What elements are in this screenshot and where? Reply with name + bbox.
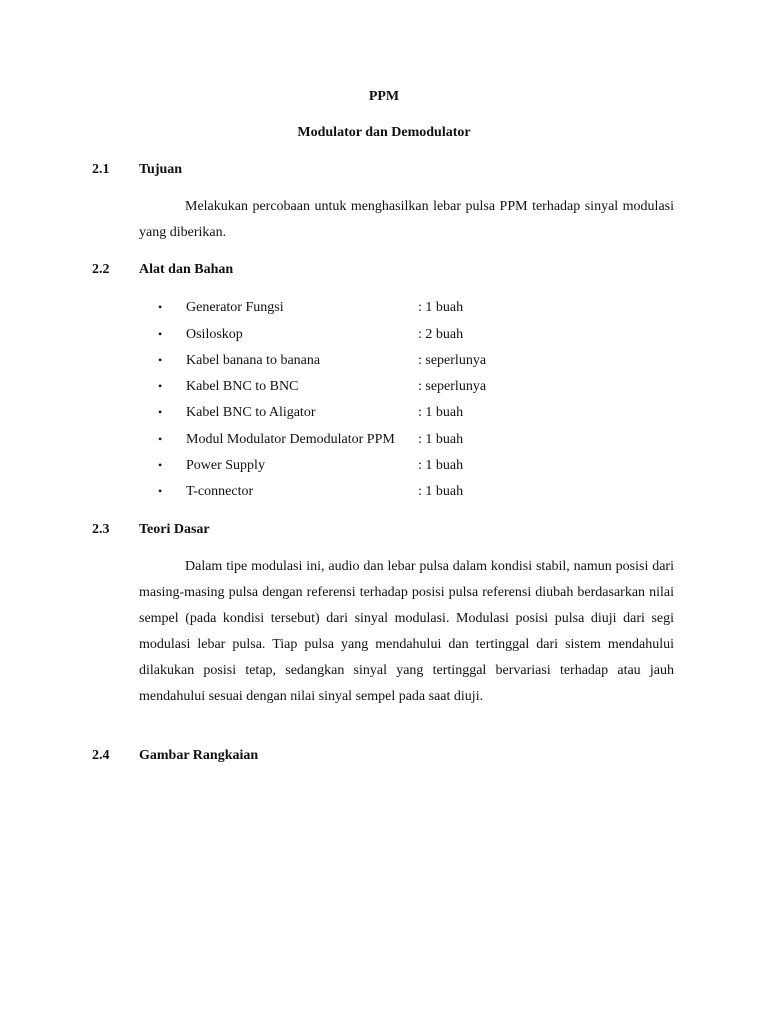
teori-text: Dalam tipe modulasi ini, audio dan lebar pulsa dalam kondisi stabil, namun posisi dari masing-masing pulsa dengan referensi terhadap posisi pulsa referensi diubah berdasarkan nilai sempel (pada kondisi tersebut) dari sinyal modulasi. Modulasi posisi pulsa diuji dari segi modulasi lebar pulsa. Tiap pulsa yang mendahului dan tertinggal dari sistem mendahului dilakukan posisi tetap, sedangkan sinyal yang tertinggal bervariasi terhadap atau jauh mendahului sesuai dengan nilai sinyal sempel pada saat diuji. xyxy=(139,559,674,704)
bullet-icon: • xyxy=(158,353,163,367)
equipment-qty: : 1 buah xyxy=(418,300,464,315)
tujuan-paragraph xyxy=(139,194,674,246)
bullet-icon: • xyxy=(158,405,163,419)
bullet-icon: • xyxy=(158,432,163,446)
section-heading-tujuan: Tujuan xyxy=(139,162,183,177)
equipment-qty: : 1 buah xyxy=(418,432,464,447)
equipment-qty: : 1 buah xyxy=(418,484,464,499)
equipment-name: Osiloskop xyxy=(186,327,243,342)
section-heading-alat-dan-bahan: Alat dan Bahan xyxy=(139,262,234,277)
equipment-qty: : 2 buah xyxy=(418,327,464,342)
equipment-name: Generator Fungsi xyxy=(186,300,284,315)
teori-paragraph xyxy=(139,554,674,710)
equipment-qty: : seperlunya xyxy=(418,379,487,394)
bullet-icon: • xyxy=(158,300,163,314)
equipment-name: Modul Modulator Demodulator PPM xyxy=(186,432,395,447)
section-number-2-1: 2.1 xyxy=(92,162,110,177)
equipment-name: Kabel banana to banana xyxy=(186,353,321,368)
equipment-name: Kabel BNC to BNC xyxy=(186,379,299,394)
bullet-icon: • xyxy=(158,327,163,341)
bullet-icon: • xyxy=(158,484,163,498)
equipment-qty: : seperlunya xyxy=(418,353,487,368)
equipment-qty: : 1 buah xyxy=(418,405,464,420)
section-number-2-3: 2.3 xyxy=(92,522,110,537)
bullet-icon: • xyxy=(158,458,163,472)
tujuan-text: Melakukan percobaan untuk menghasilkan lebar pulsa PPM terhadap sinyal modulasi yang diberikan. xyxy=(139,199,674,240)
section-number-2-4: 2.4 xyxy=(92,748,110,763)
document-subtitle: Modulator dan Demodulator xyxy=(297,125,471,140)
equipment-name: Kabel BNC to Aligator xyxy=(186,405,316,420)
bullet-icon: • xyxy=(158,379,163,393)
section-heading-teori-dasar: Teori Dasar xyxy=(139,522,210,537)
equipment-qty: : 1 buah xyxy=(418,458,464,473)
equipment-name: Power Supply xyxy=(186,458,265,473)
document-title: PPM xyxy=(368,89,400,104)
section-heading-gambar-rangkaian: Gambar Rangkaian xyxy=(139,748,259,763)
section-number-2-2: 2.2 xyxy=(92,262,110,277)
equipment-name: T-connector xyxy=(186,484,254,499)
